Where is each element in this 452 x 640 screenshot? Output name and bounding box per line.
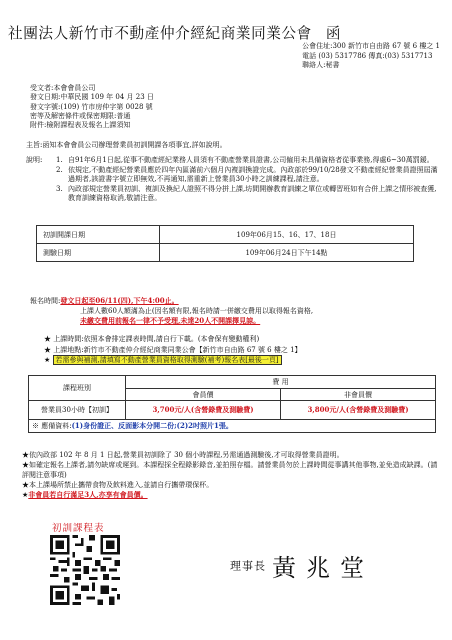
item-num: 3. xyxy=(56,184,63,193)
registration-time xyxy=(30,296,430,306)
bullet-item xyxy=(44,345,440,356)
item-num: 1. xyxy=(56,156,63,164)
star-icon: ★ xyxy=(44,356,51,364)
bullet-text: 上課地點:新竹市不動產仲介經紀商業同業公會【新竹市自由路 67 號 6 樓之 1】 xyxy=(53,345,302,354)
date-value: 109年06月24日下午14點 xyxy=(160,244,414,262)
date-label: 初訓開課日期 xyxy=(37,226,160,244)
contact-block xyxy=(302,42,440,71)
document-title xyxy=(8,22,341,43)
table-row xyxy=(37,226,414,244)
bullet-text: 上課時間:依照本會排定課表時間,請自行下載。(本會保有變動權利) xyxy=(53,335,260,343)
star-icon: ★ xyxy=(22,451,29,459)
meta-attachment: 附件:檢附課程表及報名上課須知 xyxy=(30,121,131,130)
required-items: (1)身份證正、反面影本分開二份;(2)2吋照片1張。 xyxy=(71,421,233,430)
meta-recipient: 受文者:本會會員公司 xyxy=(30,84,96,92)
date-label: 測驗日期 xyxy=(37,244,160,262)
star-icon: ★ xyxy=(22,491,29,499)
description-item xyxy=(26,156,438,166)
item-text: 依規定,不動產經紀營業員應於四年內區滿前六個月內複訓換證完成。內政部於99/10/28發文不動產經紀營業員證照屆滿過期者,該證書字號立即無效,不再通知,需重新上營業員30小時之訓練課程,請注意。 xyxy=(68,165,438,184)
registration-warning: 未繳交費用前報名一律不予受理,未達20人不開課擇見諒。 xyxy=(80,316,261,325)
required-label: ※ 應備資料: xyxy=(32,422,72,430)
footer-item xyxy=(22,480,442,490)
footer-text: 非會員若自行滿足3人,亦享有會員價。 xyxy=(28,490,148,499)
bullet-item xyxy=(44,334,440,345)
required-documents xyxy=(29,420,436,433)
meta-date: 發文日期:中華民國 109 年 04 月 23 日 xyxy=(30,93,154,102)
contact-person: 聯絡人:秘書 xyxy=(302,61,340,70)
subject: 主旨:函知本會會員公司辦理營業員初訓開課各項事宜,詳如說明。 xyxy=(26,141,227,149)
footer-text: 依內政部 102 年 8 月 1 日起,營業員初訓除了 30 個小時課程,另需通過測驗後,才可取得營業員證明。 xyxy=(29,451,344,459)
footer-text: 本上課場所禁止攜帶食物及飲料進入,並請自行攜帶環保杯。 xyxy=(29,481,214,489)
course-name: 營業員30小時【初訓】 xyxy=(29,401,126,420)
member-price: 3,700元/人(含營錄費及測驗費) xyxy=(126,401,281,420)
course-schedule-label: 初訓課程表 xyxy=(52,523,105,534)
fee-header: 費 用 xyxy=(126,376,436,389)
item-text: 內政部規定營業員初訓、複訓及換紀人證照不得分拼上課,坊間開辦教育訓練之單位或轉習班如有合併上課之情形被查獲,教育訓練資格取消,敬請注意。 xyxy=(68,184,437,203)
info-bullets xyxy=(44,334,440,366)
nonmember-price: 3,800元/人(含營錄費及測驗費) xyxy=(281,401,436,420)
item-text: 自91年6月1日起,從事不動產經紀業務人員須有不動產營業員證書,公司僱用未具備資格者從事業務,得處6~30萬罰鍰。 xyxy=(68,156,434,164)
footer-notes xyxy=(22,450,442,500)
meta-number: 發文字號:(109) 竹市房仲字第 0028 號 xyxy=(30,102,153,111)
table-row xyxy=(37,244,414,262)
star-icon: ★ xyxy=(44,335,51,343)
meta-block xyxy=(30,84,154,130)
date-value: 109年06月15、16、17、18日 xyxy=(160,226,414,244)
description-label: 說明: xyxy=(26,156,43,164)
description-item xyxy=(26,166,438,185)
footer-item xyxy=(22,460,442,480)
description xyxy=(26,156,438,204)
makeup-exam-notice: 若需參與補測,請填寫不動產營業員資格取得測驗(補考)報名表[最後一頁] xyxy=(53,355,282,365)
footer-text: 如確定報名上課者,請勿缺席或遲到。本課程採全程錄影錄音,並拍照存檔。請營業員勿於上課時間從事講其他事物,並免造成缺課。(請評閱注意事項) xyxy=(22,461,438,479)
footer-item xyxy=(22,490,442,500)
contact-phone: 電話 (03) 5317786 傳真:(03) 5317713 xyxy=(302,51,433,60)
qr-code-icon[interactable] xyxy=(50,535,120,605)
registration-label: 報名時間: xyxy=(30,297,61,305)
bullet-item xyxy=(44,355,440,366)
course-column-header: 課程班別 xyxy=(29,376,126,401)
member-header: 會員價 xyxy=(126,389,281,401)
star-icon: ★ xyxy=(44,345,51,354)
description-item xyxy=(26,185,438,204)
table-row xyxy=(29,420,436,433)
doc-type: 函 xyxy=(325,25,342,42)
registration-note: 上課人數60人額滿為止(因名額有限,報名時請一併繳交費用以取得報名資格, xyxy=(80,307,314,315)
meta-security: 密等及解密條件或保密期限:普通 xyxy=(30,111,131,120)
item-num: 2. xyxy=(56,165,63,174)
chairman-signature xyxy=(230,548,374,583)
contact-address: 公會住址:300 新竹市自由路 67 號 6 樓之 1 xyxy=(302,42,440,50)
star-icon: ★ xyxy=(22,481,29,489)
dates-table xyxy=(36,225,414,262)
star-icon: ★ xyxy=(22,461,29,469)
table-row xyxy=(29,376,436,389)
chairman-name: 黃兆堂 xyxy=(272,554,374,582)
chairman-title: 理事長 xyxy=(230,559,266,573)
footer-item xyxy=(22,450,442,460)
table-row xyxy=(29,401,436,420)
registration-block xyxy=(30,296,430,326)
registration-deadline: 發文日起至06/11(四),下午4:00止。 xyxy=(60,296,179,305)
org-name: 社團法人新竹市不動產仲介經紀商業同業公會 xyxy=(8,25,312,42)
nonmember-header: 非會員價 xyxy=(281,389,436,401)
fee-table xyxy=(28,375,436,433)
